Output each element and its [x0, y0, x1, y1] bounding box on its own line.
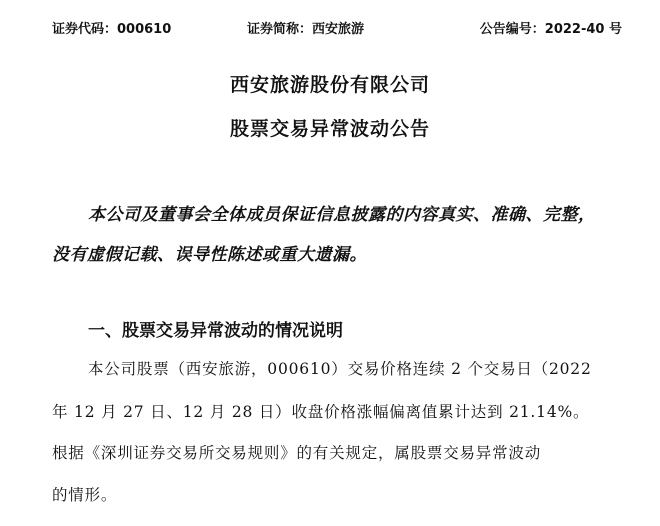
section-heading: 一、股票交易异常波动的情况说明 — [88, 321, 343, 341]
paragraph-line: 年 12 月 27 日、12 月 28 日）收盘价格涨幅偏离值累计达到 21.14%。 — [52, 403, 590, 421]
paragraph-line: 根据《深圳证券交易所交易规则》的有关规定，属股票交易异常波动 — [52, 444, 542, 462]
announcement-title: 股票交易异常波动公告 — [229, 118, 430, 140]
stock-abbreviation: 证券简称：西安旅游 — [247, 22, 365, 37]
paragraph-line: 本公司股票（西安旅游，000610）交易价格连续 2 个交易日（2022 — [88, 360, 592, 378]
board-statement-line-2: 没有虚假记载、误导性陈述或重大遗漏。 — [52, 245, 367, 265]
company-name-title: 西安旅游股份有限公司 — [229, 74, 430, 96]
stock-code: 证券代码：000610 — [52, 22, 172, 37]
paragraph-line: 的情形。 — [52, 486, 118, 504]
board-statement-line-1: 本公司及董事会全体成员保证信息披露的内容真实、准确、完整， — [88, 205, 596, 225]
notice-number: 公告编号：2022-40 号 — [479, 22, 622, 37]
document-header — [52, 18, 622, 40]
